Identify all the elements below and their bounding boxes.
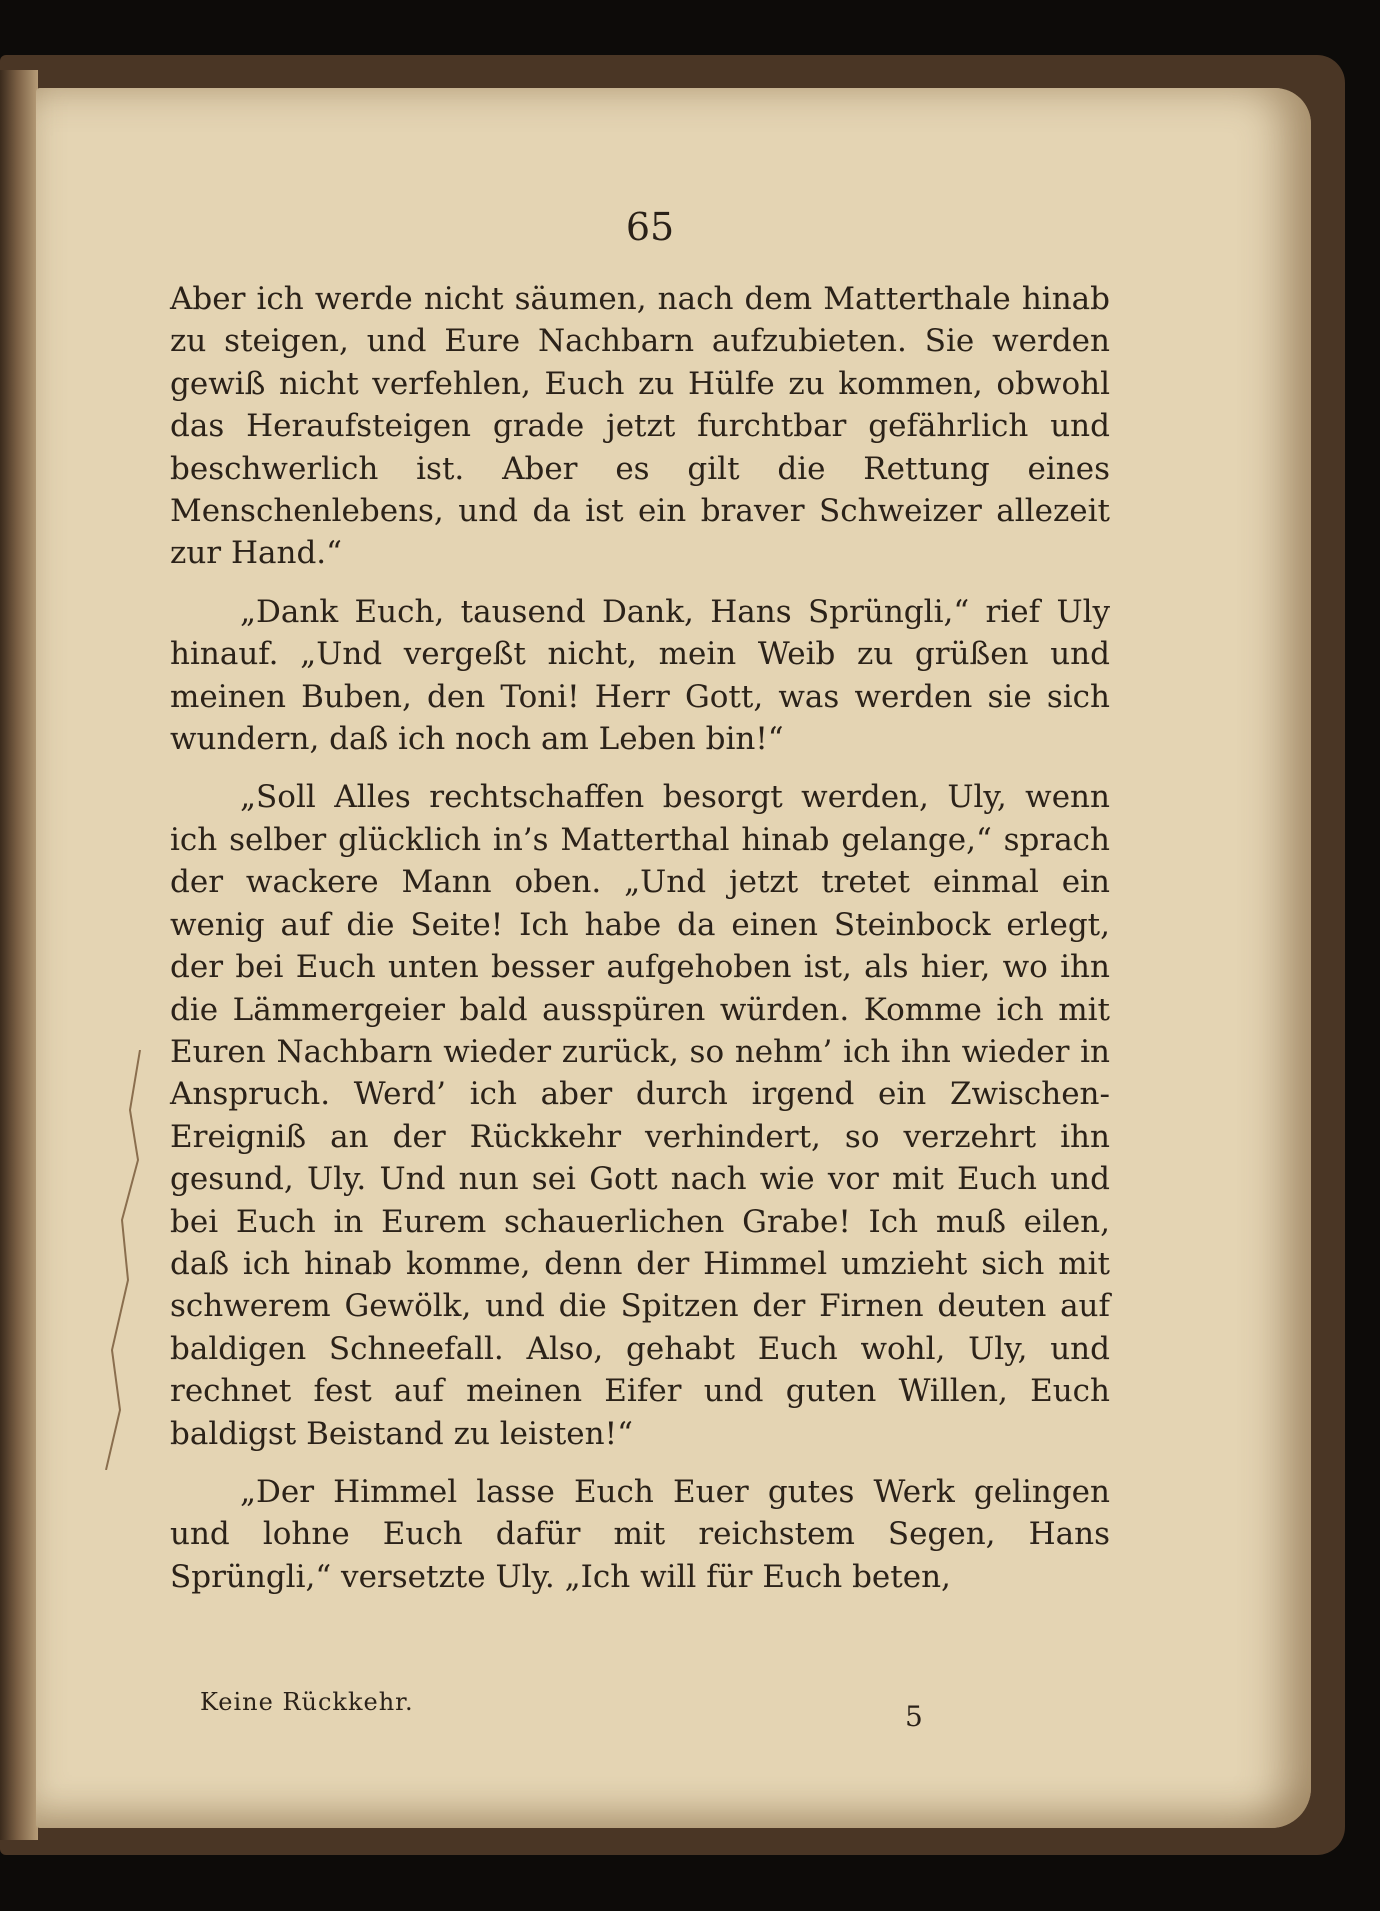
page-number: 65 (625, 205, 675, 249)
footer-title: Keine Rückkehr. (200, 1688, 414, 1716)
body-text (170, 278, 1110, 1614)
paragraph: Aber ich werde nicht säumen, nach dem Matterthale hinab zu steigen, und Eure Nachbarn aufzubieten. Sie werden gewiß nicht verfehlen, Euch zu Hülfe zu kommen, obwohl das Heraufsteigen grade jetzt furchtbar gefährlich und beschwerlich ist. Aber es gilt die Rettung eines Menschenlebens, und da ist ein braver Schweizer allezeit zur Hand.“ (170, 281, 1110, 572)
signature-mark: 5 (905, 1700, 923, 1733)
paper-tear-icon (100, 1050, 160, 1470)
book-gutter (0, 70, 38, 1840)
paragraph: „Dank Euch, tausend Dank, Hans Sprüngli,“ rief Uly hinauf. „Und vergeßt nicht, mein Weib zu grüßen und meinen Buben, den Toni! Herr Gott, was werden sie sich wundern, daß ich noch am Leben bin!“ (170, 593, 1110, 758)
paragraph: „Der Himmel lasse Euch Euer gutes Werk gelingen und lohne Euch dafür mit reichstem Segen, Hans Sprüngli,“ versetzte Uly. „Ich will für Euch beten, (170, 1473, 1110, 1595)
paragraph: „Soll Alles rechtschaffen besorgt werden, Uly, wenn ich selber glücklich in’s Matterthal hinab gelange,“ sprach der wackere Mann oben. „Und jetzt tretet einmal ein wenig auf die Seite! Ich habe da einen Steinbock erlegt, der bei Euch unten besser aufgehoben ist, als hier, wo ihn die Lämmergeier bald ausspüren würden. Komme ich mit Euren Nachbarn wieder zurück, so nehm’ ich ihn wieder in Anspruch. Werd’ ich aber durch irgend ein Zwischen-Ereigniß an der Rückkehr verhindert, so verzehrt ihn gesund, Uly. Und nun sei Gott nach wie vor mit Euch und bei Euch in Eurem schauerlichen Grabe! Ich muß eilen, daß ich hinab komme, denn der Himmel umzieht sich mit schwerem Gewölk, und die Spitzen der Firnen deuten auf baldigen Schneefall. Also, gehabt Euch wohl, Uly, und rechnet fest auf meinen Eifer und guten Willen, Euch baldigst Beistand zu leisten!“ (170, 779, 1110, 1452)
